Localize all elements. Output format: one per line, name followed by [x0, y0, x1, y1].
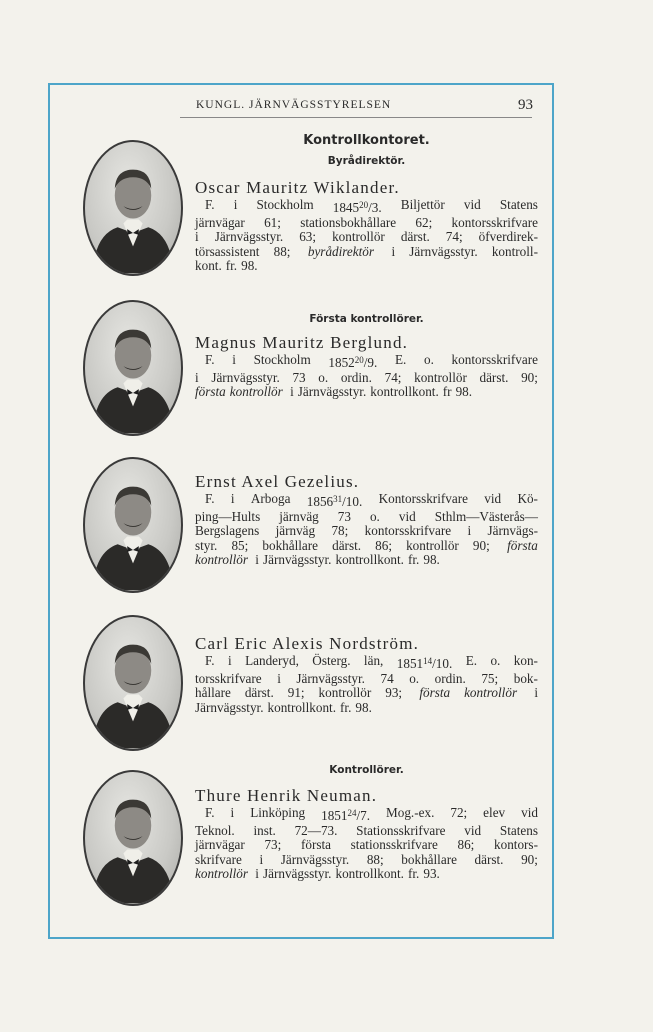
- word: vid: [521, 805, 538, 820]
- word: hållare: [195, 685, 231, 701]
- person-name: Magnus Mauritz Berglund.: [195, 333, 409, 352]
- word: i: [230, 491, 235, 506]
- word: järnväg: [275, 523, 316, 539]
- word: [307, 492, 363, 510]
- bio-line: [195, 245, 538, 260]
- word: 90;: [472, 537, 494, 553]
- word: kontrollör: [229, 384, 283, 400]
- portrait-photo: [83, 770, 183, 906]
- word: 75;: [481, 670, 499, 686]
- word: Järnvägsstyr.: [262, 866, 332, 882]
- word: Järnvägsstyr.: [195, 699, 264, 715]
- word: 88;: [273, 243, 294, 259]
- word: /3.: [368, 200, 382, 215]
- word: 88;: [366, 851, 384, 867]
- word: län,: [363, 653, 384, 668]
- word: kontroll-: [491, 243, 538, 259]
- word: [333, 198, 382, 216]
- person-name: Carl Eric Alexis Nordström.: [195, 634, 420, 653]
- word: 85;: [231, 537, 249, 553]
- word: Kontorsskrifvare: [378, 491, 468, 506]
- date-superscript: 20: [354, 355, 364, 365]
- section-title: Kontrollkontoret.: [303, 133, 430, 148]
- word: kontrollör: [464, 685, 518, 701]
- word: i: [277, 670, 281, 686]
- word: Statens: [499, 197, 538, 212]
- word: därst.: [400, 229, 430, 245]
- word: kontrollör: [195, 866, 248, 882]
- word: F.: [205, 653, 215, 668]
- bio-line: [195, 492, 538, 510]
- date-superscript: 14: [423, 656, 433, 666]
- biography-entry: [195, 472, 538, 568]
- biography-entry: [195, 333, 538, 400]
- bio-line: [195, 553, 538, 568]
- word: därst.: [479, 369, 509, 385]
- biography-entry: [195, 786, 538, 882]
- word: kont.: [195, 258, 222, 274]
- bio-line: [195, 216, 538, 231]
- word: bok-: [513, 670, 538, 686]
- bio-line: [195, 654, 538, 672]
- portrait-photo: [83, 300, 183, 436]
- word: 1845: [332, 200, 360, 215]
- word: styr.: [195, 537, 218, 553]
- word: byrådirektör: [307, 243, 375, 259]
- word: E.: [394, 352, 407, 367]
- person-name: Thure Henrik Neuman.: [195, 786, 378, 805]
- word: kontrollör: [406, 537, 459, 553]
- bio-line: [195, 701, 538, 716]
- word: Bergslagens: [195, 523, 260, 539]
- word: kontrollkont.: [335, 552, 404, 568]
- date-superscript: 31: [333, 494, 343, 504]
- word: kontorsskrifvare: [364, 523, 452, 539]
- word: inst.: [253, 822, 276, 838]
- word: järnvägar: [195, 214, 245, 230]
- bio-line: [195, 385, 538, 400]
- word: Järnvägsstyr.: [409, 243, 478, 259]
- word: 61;: [264, 214, 281, 230]
- word: Landeryd,: [245, 653, 299, 668]
- bio-line: [195, 867, 538, 882]
- word: Linköping: [250, 805, 306, 820]
- running-header: KUNGL. JÄRNVÄGSSTYRELSEN: [196, 99, 392, 111]
- date-superscript: 24: [347, 808, 357, 818]
- word: kontrollkont.: [335, 866, 404, 882]
- word: 63;: [299, 229, 317, 245]
- word: torsskrifvare: [195, 670, 262, 686]
- word: 74: [380, 670, 394, 686]
- word: i: [227, 653, 232, 668]
- word: i: [388, 243, 396, 259]
- word: första: [300, 837, 331, 853]
- word: Biljettör: [400, 197, 445, 212]
- word: i: [252, 866, 259, 882]
- word: första: [419, 685, 451, 701]
- word: Österg.: [312, 653, 351, 668]
- bio-line: [195, 853, 538, 868]
- word: kontorsskrifvare: [451, 352, 538, 367]
- word: i: [286, 384, 294, 400]
- word: Järnvägs-: [487, 523, 538, 539]
- word: 74;: [384, 369, 402, 385]
- word: E.: [465, 653, 478, 668]
- word: fr.: [407, 866, 420, 882]
- word: kontrollör: [414, 369, 467, 385]
- word: första: [195, 384, 226, 400]
- word: kontrollör: [318, 685, 372, 701]
- word: kontors-: [494, 837, 538, 853]
- word: stationsbokhållare: [300, 214, 397, 230]
- word: 93;: [385, 685, 406, 701]
- word: i: [233, 197, 238, 212]
- word: [397, 654, 453, 672]
- word: kon-: [513, 653, 538, 668]
- word: fr: [442, 384, 452, 400]
- person-name: Oscar Mauritz Wiklander.: [195, 178, 400, 197]
- word: Järnvägsstyr.: [211, 369, 280, 385]
- portrait-photo: [83, 615, 183, 751]
- word: /7.: [356, 808, 371, 823]
- word: o.: [409, 670, 420, 686]
- word: o.: [369, 508, 380, 524]
- word: 98.: [241, 258, 258, 274]
- word: 62;: [415, 214, 433, 230]
- word: järnväg: [279, 508, 319, 524]
- header-rule: [180, 117, 532, 118]
- word: 73;: [264, 837, 282, 853]
- word: kontrollkont.: [267, 699, 337, 715]
- word: Stationsskrifvare: [356, 822, 446, 838]
- word: bokhållare: [262, 537, 319, 553]
- word: Arboga: [250, 491, 291, 506]
- word: i: [252, 552, 259, 568]
- biography-entry: [195, 634, 538, 715]
- word: öfverdirek-: [478, 229, 538, 245]
- word: Järnvägsstyr.: [262, 552, 332, 568]
- word: F.: [205, 352, 215, 367]
- word: vid: [464, 822, 482, 838]
- word: därst.: [474, 851, 504, 867]
- word: i: [195, 229, 199, 245]
- person-name: Ernst Axel Gezelius.: [195, 472, 360, 491]
- word: i: [531, 685, 538, 701]
- word: /10.: [432, 656, 453, 671]
- word: 98.: [355, 699, 372, 715]
- bio-line: [195, 198, 538, 216]
- word: o.: [423, 352, 434, 367]
- word: kontrollör: [332, 229, 385, 245]
- word: järnvägar: [195, 837, 245, 853]
- word: Kö-: [517, 491, 538, 506]
- bio-line: [195, 259, 538, 274]
- word: ordin.: [340, 369, 372, 385]
- word: vid: [463, 197, 481, 212]
- word: F.: [205, 491, 215, 506]
- word: vid: [484, 491, 502, 506]
- word: 90;: [521, 369, 538, 385]
- subsection-heading: Första kontrollörer.: [309, 313, 424, 325]
- bio-line: [195, 230, 538, 245]
- bio-line: [195, 539, 538, 554]
- word: 73: [292, 369, 306, 385]
- word: fr.: [225, 258, 238, 274]
- word: Stockholm: [256, 197, 314, 212]
- word: första: [507, 537, 538, 553]
- word: i: [467, 523, 472, 539]
- bio-line: [195, 672, 538, 687]
- subsection-heading: Byrådirektör.: [327, 155, 406, 167]
- word: Sthlm—Västerås—: [434, 508, 538, 524]
- word: 90;: [521, 851, 538, 867]
- word: stationsskrifvare: [350, 837, 438, 853]
- word: kontorsskrifvare: [451, 214, 538, 230]
- word: 74;: [445, 229, 463, 245]
- word: 1851: [396, 656, 424, 671]
- word: /9.: [363, 355, 378, 370]
- bio-line: [195, 824, 538, 839]
- word: 98.: [455, 384, 473, 400]
- word: därst.: [244, 685, 274, 701]
- biography-entry: [195, 178, 538, 274]
- word: 1856: [306, 494, 334, 509]
- bio-line: [195, 838, 538, 853]
- word: 86;: [457, 837, 475, 853]
- word: 93.: [423, 866, 440, 882]
- word: 1851: [321, 808, 348, 823]
- word: ping—Hults: [195, 508, 261, 524]
- word: o.: [318, 369, 329, 385]
- word: bokhållare: [401, 851, 457, 867]
- word: kontrollör: [195, 552, 248, 568]
- word: Järnvägsstyr.: [214, 229, 284, 245]
- word: ordin.: [434, 670, 466, 686]
- bio-line: [195, 686, 538, 701]
- word: [328, 353, 377, 371]
- word: o.: [490, 653, 501, 668]
- bio-line: [195, 510, 538, 525]
- word: 72;: [450, 805, 468, 820]
- word: Järnvägsstyr.: [296, 670, 365, 686]
- word: törsassistent: [195, 243, 260, 259]
- word: 78;: [331, 523, 349, 539]
- word: /10.: [342, 494, 363, 509]
- word: i: [195, 369, 199, 385]
- word: F.: [205, 805, 215, 820]
- bio-line: [195, 371, 538, 386]
- word: fr.: [407, 552, 420, 568]
- word: i: [230, 805, 235, 820]
- word: F.: [205, 197, 215, 212]
- word: 86;: [375, 537, 392, 553]
- word: i: [232, 352, 236, 367]
- word: 72—73.: [294, 822, 338, 838]
- portrait-photo: [83, 140, 183, 276]
- word: Stockholm: [253, 352, 311, 367]
- bio-line: [195, 353, 538, 371]
- word: 98.: [423, 552, 440, 568]
- word: Järnvägsstyr.: [297, 384, 367, 400]
- portrait-photo: [83, 457, 183, 593]
- word: Teknol.: [195, 822, 235, 838]
- date-superscript: 20: [359, 200, 369, 210]
- word: därst.: [332, 537, 362, 553]
- subsection-heading: Kontrollörer.: [329, 764, 404, 776]
- page-number: 93: [518, 97, 533, 113]
- word: Mog.-ex.: [386, 805, 435, 820]
- word: i: [259, 851, 264, 867]
- word: [321, 806, 370, 824]
- word: kontrollkont.: [370, 384, 439, 400]
- word: 73: [337, 508, 351, 524]
- word: elev: [483, 805, 506, 820]
- word: fr.: [340, 699, 352, 715]
- bio-line: [195, 806, 538, 824]
- word: Statens: [499, 822, 538, 838]
- bio-line: [195, 524, 538, 539]
- word: Järnvägsstyr.: [280, 851, 350, 867]
- word: 1852: [328, 355, 355, 370]
- word: vid: [398, 508, 416, 524]
- word: 91;: [287, 685, 305, 701]
- word: skrifvare: [195, 851, 242, 867]
